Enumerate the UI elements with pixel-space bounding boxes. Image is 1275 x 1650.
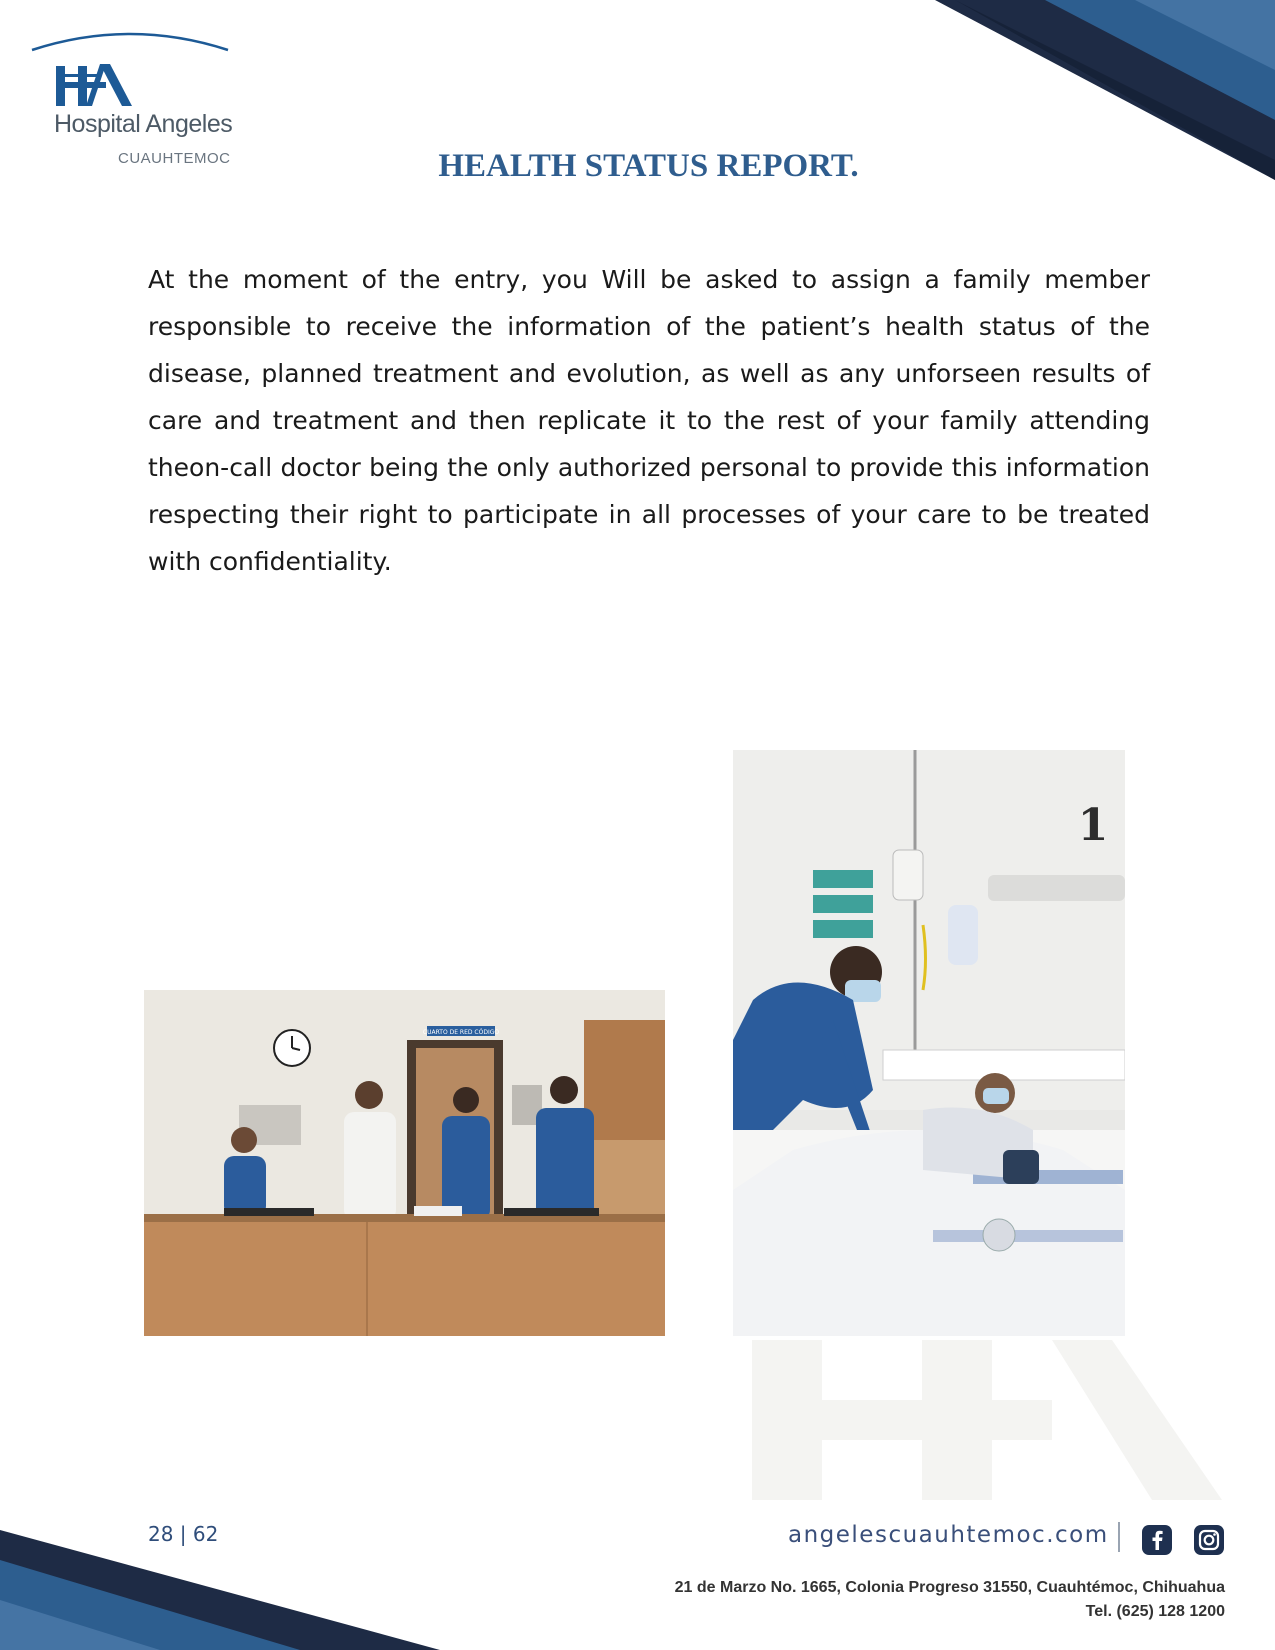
corner-decoration-bottom-left: [0, 1530, 440, 1650]
footer-address: [675, 1576, 1225, 1624]
logo-name: Hospital Angeles: [54, 110, 233, 138]
instagram-icon[interactable]: [1194, 1525, 1224, 1555]
logo-arc-icon: [30, 26, 230, 66]
watermark-logo-icon: [752, 1340, 1222, 1500]
svg-text:1: 1: [1077, 800, 1109, 851]
page-title: HEALTH STATUS REPORT.: [438, 148, 859, 184]
doctor-patient-photo: [733, 750, 1125, 1336]
body-paragraph: At the moment of the entry, you Will be asked to assign a family member responsible to receive the information of the patient’s health status of the disease, planned treatment and evolution, as well as any unforseen results of care and treatment and then replicate it to the rest of your family attending theon-call doctor being the only authorized personal to provide this information respecting their right to participate in all processes of your care to be treated with confidentiality.: [148, 265, 1150, 576]
staff-sign-text: CUARTO DE RED CÓDIGO: [422, 1029, 500, 1036]
facebook-icon[interactable]: [1142, 1525, 1172, 1555]
phone-line: Tel. (625) 128 1200: [1085, 1603, 1225, 1620]
website-link[interactable]: angelescuauhtemoc.com: [788, 1522, 1109, 1548]
staff-reception-photo: [144, 990, 665, 1336]
ha-monogram-icon: [56, 62, 134, 108]
footer-divider: [1118, 1522, 1120, 1552]
logo-city: CUAUHTEMOC: [118, 150, 231, 167]
address-line: 21 de Marzo No. 1665, Colonia Progreso 31550, Cuauhtémoc, Chihuahua: [674, 1579, 1225, 1596]
page-number: 28 | 62: [148, 1522, 219, 1546]
